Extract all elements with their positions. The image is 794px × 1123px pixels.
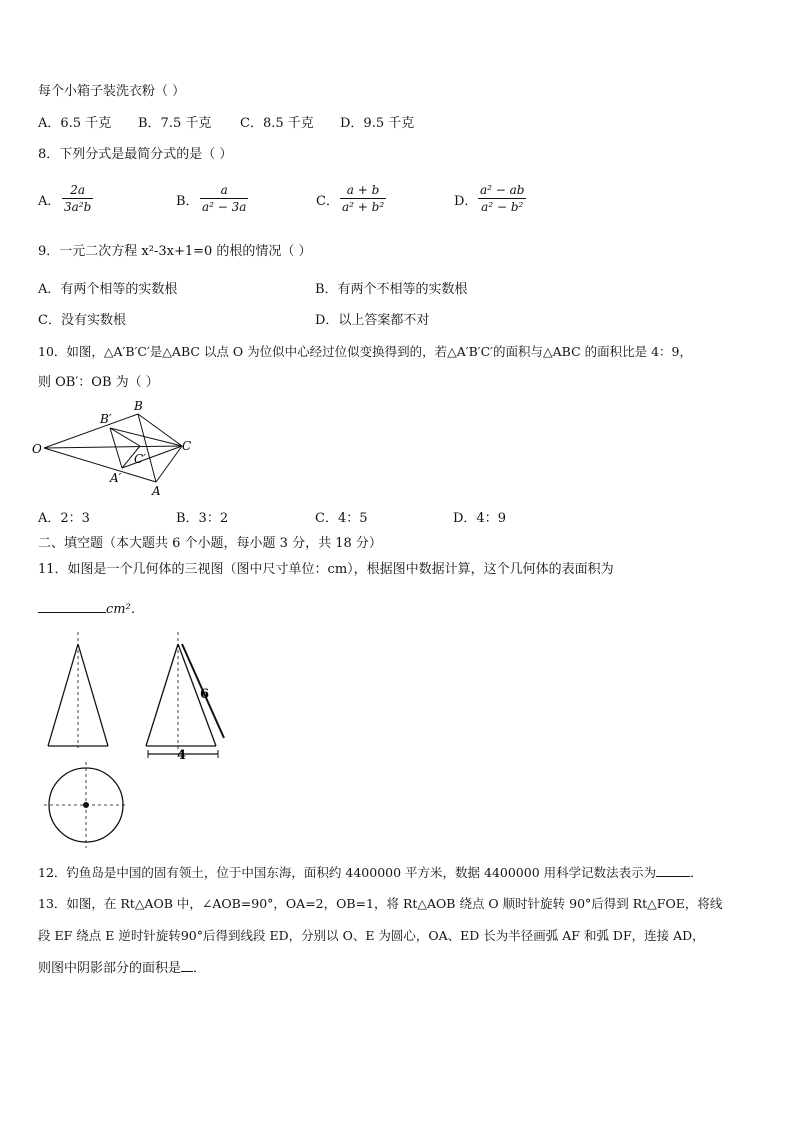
fraction-bar — [340, 198, 386, 199]
q8-label-a: A． — [38, 194, 61, 209]
q7-stem: 每个小箱子装洗衣粉（ ） — [38, 84, 186, 99]
dim-base-label: 4 — [177, 748, 187, 763]
q9-option-a: A．有两个相等的实数根 — [38, 282, 178, 297]
section-fill-in-heading: 二、填空题（本大题共 6 个小题，每小题 3 分，共 18 分） — [38, 536, 382, 551]
q13-line3 — [38, 959, 206, 977]
label-c: C — [182, 439, 192, 453]
q13-line2: 段 EF 绕点 E 逆时针旋转90°后得到线段 ED，分别以 O、E 为圆心，OA、ED 长为半径画弧 AF 和弧 DF，连接 AD， — [38, 928, 705, 943]
fraction-bar — [478, 198, 526, 199]
q12-end: ． — [690, 865, 703, 880]
q8-fraction-d — [478, 183, 526, 214]
label-o: O — [32, 442, 42, 456]
q8-label-d: D． — [454, 194, 478, 209]
q9-stem: 9．一元二次方程 x²-3x+1=0 的根的情况（ ） — [38, 244, 312, 259]
dim-slant-label: 6 — [200, 687, 210, 702]
fraction-numerator: a + b — [346, 183, 380, 197]
q11-three-view-figure — [38, 630, 248, 850]
q9-option-c: C．没有实数根 — [38, 313, 126, 328]
q10-option-a: A．2：3 — [38, 511, 90, 526]
fraction-denominator: 3a²b — [64, 200, 92, 214]
fraction-denominator: a² − 3a — [202, 200, 247, 214]
q7-option-b: B．7.5 千克 — [138, 116, 212, 131]
top-view — [44, 762, 128, 848]
answer-blank — [181, 959, 193, 972]
fraction-numerator: 2a — [70, 183, 86, 197]
fraction-bar — [200, 198, 248, 199]
q13-end: ． — [193, 961, 207, 976]
q12-text — [38, 864, 703, 881]
q8-fraction-b — [200, 183, 248, 214]
fraction-numerator: a² − ab — [480, 183, 525, 197]
q8-fraction-a — [62, 183, 93, 214]
q13-stem-end: 则图中阴影部分的面积是 — [38, 961, 182, 976]
q10-line2: 则 OB′：OB 为（ ） — [38, 375, 159, 390]
q9-option-d: D．以上答案都不对 — [315, 313, 430, 328]
answer-blank — [38, 600, 106, 613]
q13-line1: 13．如图，在 Rt△AOB 中，∠AOB=90°，OA=2，OB=1，将 Rt△AOB 绕点 O 顺时针旋转 90°后得到 Rt△FOE，将线 — [38, 896, 723, 911]
side-view — [146, 632, 224, 758]
label-b-prime: B′ — [100, 412, 112, 426]
q7-option-a: A．6.5 千克 — [38, 116, 112, 131]
q11-unit: cm²． — [106, 602, 144, 617]
q10-homothety-figure — [30, 398, 200, 500]
label-c-prime: C′ — [134, 452, 146, 466]
fraction-denominator: a² + b² — [342, 200, 385, 214]
q8-stem: 8．下列分式是最简分式的是（ ） — [38, 147, 233, 162]
q8-label-c: C． — [316, 194, 339, 209]
fraction-bar — [62, 198, 93, 199]
fraction-denominator: a² − b² — [481, 200, 524, 214]
q10-line1: 10．如图，△A′B′C′是△ABC 以点 O 为位似中心经过位似变换得到的，若△A′B′C′的面积与△ABC 的面积比是 4：9， — [38, 344, 692, 359]
q8-fraction-c — [340, 183, 386, 214]
label-a-prime: A′ — [110, 471, 122, 485]
q10-option-d: D．4：9 — [453, 511, 506, 526]
label-a: A — [152, 484, 161, 498]
q9-option-b: B．有两个不相等的实数根 — [315, 282, 468, 297]
answer-blank — [656, 864, 690, 877]
q12-stem: 12．钓鱼岛是中国的固有领土，位于中国东海，面积约 4400000 平方米，数据 4400000 用科学记数法表示为 — [38, 865, 657, 880]
q10-option-c: C．4：5 — [315, 511, 368, 526]
q7-option-c: C．8.5 千克 — [240, 116, 314, 131]
front-view — [48, 632, 108, 748]
fraction-numerator: a — [220, 183, 228, 197]
q8-label-b: B． — [176, 194, 199, 209]
label-b: B — [134, 399, 143, 413]
q11-answer-line — [38, 600, 144, 618]
q10-option-b: B．3：2 — [176, 511, 229, 526]
q7-option-d: D．9.5 千克 — [340, 116, 415, 131]
q11-line1: 11．如图是一个几何体的三视图（图中尺寸单位：cm），根据图中数据计算，这个几何体的表面积为 — [38, 562, 614, 577]
